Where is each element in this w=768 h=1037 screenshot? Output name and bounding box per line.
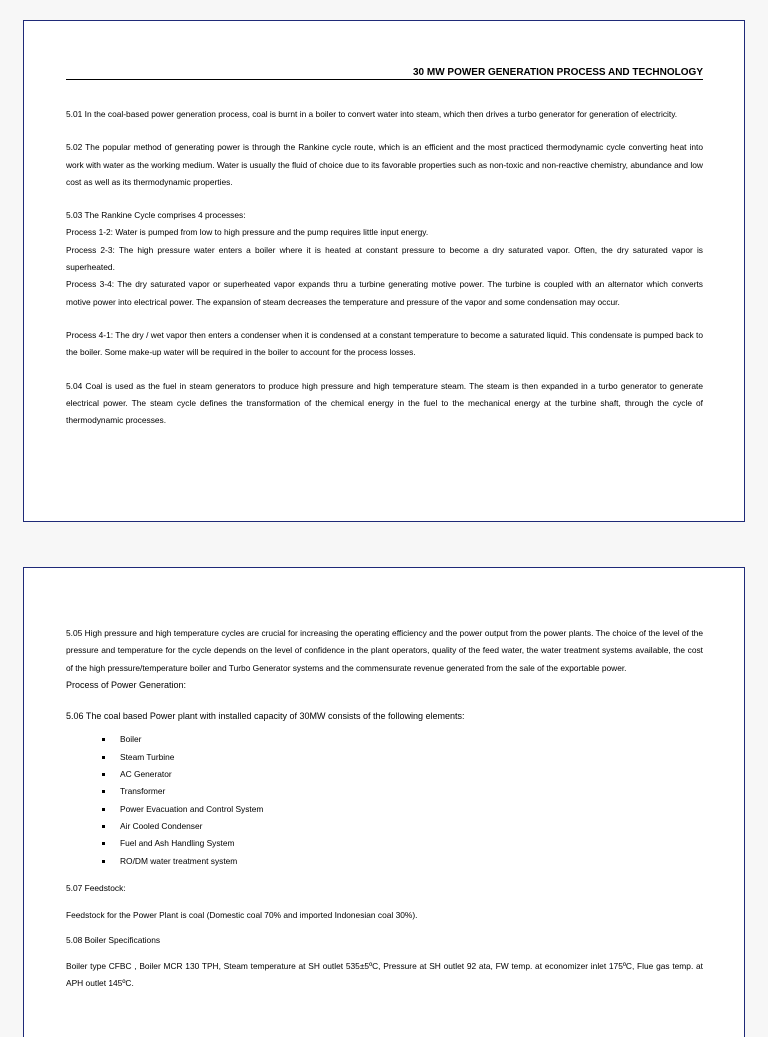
paragraph-5-05: 5.05 High pressure and high temperature cycles are crucial for increasing the operating efficiency and the power output from the power plants. The choice of the level of the pressure and temperature for the cycle depends on the level of confidence in the plant operators, quality of the feed water, the water treatment systems available, the cost of the high pressure/temperature boiler and Turbo Generator systems and the commensurate revenue generated from the sale of the exportable power. xyxy=(66,628,703,673)
paragraph-5-06: 5.06 The coal based Power plant with installed capacity of 30MW consists of the following elements: xyxy=(66,711,465,722)
process-3-4: Process 3-4: The dry saturated vapor or superheated vapor expands thru a turbine generating motive power. The turbine is coupled with an alternator which converts motive power into electrical power. The expansion of steam decreases the temperature and pressure of the vapor and some condensation may occur. xyxy=(66,279,703,307)
list-item: Air Cooled Condenser xyxy=(102,818,703,835)
process-2-3: Process 2-3: The high pressure water enters a boiler where it is heated at constant pressure to become a dry saturated vapor. Often, the dry saturated vapor is superheated. xyxy=(66,244,703,273)
page-2-content xyxy=(66,625,703,1008)
paragraph-5-07-heading: 5.07 Feedstock: xyxy=(66,882,126,893)
list-item: Transformer xyxy=(102,783,703,800)
process-4-1: Process 4-1: The dry / wet vapor then enters a condenser when it is condensed at a constant temperature to become a saturated liquid. This condensate is pumped back to the boiler. Some make-up water will be required in the boiler to account for the process losses. xyxy=(66,329,703,358)
document-page-1 xyxy=(23,20,745,522)
list-item: RO/DM water treatment system xyxy=(102,853,703,870)
paragraph-5-03-intro: 5.03 The Rankine Cycle comprises 4 processes: xyxy=(66,210,246,221)
paragraph-5-01: 5.01 In the coal-based power generation process, coal is burnt in a boiler to convert water into steam, which then drives a turbo generator for generation of electricity. xyxy=(66,109,678,119)
process-of-power-generation-heading: Process of Power Generation: xyxy=(66,679,187,690)
list-item: Fuel and Ash Handling System xyxy=(102,835,703,852)
page-1-content xyxy=(66,106,703,445)
paragraph-5-08-heading: 5.08 Boiler Specifications xyxy=(66,935,161,946)
list-item: Power Evacuation and Control System xyxy=(102,801,703,818)
document-page-2 xyxy=(23,567,745,1037)
page-header-title: 30 MW POWER GENERATION PROCESS AND TECHNOLOGY xyxy=(66,67,703,80)
paragraph-5-08-text: Boiler type CFBC , Boiler MCR 130 TPH, Steam temperature at SH outlet 535±5ºC, Pressure at SH outlet 92 ata, FW temp. at economizer inlet 175ºC, Flue gas temp. at APH outlet 145ºC. xyxy=(66,960,703,989)
elements-list xyxy=(66,731,703,869)
paragraph-5-07-text: Feedstock for the Power Plant is coal (Domestic coal 70% and imported Indonesian coal 30%). xyxy=(66,910,418,921)
list-item: AC Generator xyxy=(102,766,703,783)
list-item: Steam Turbine xyxy=(102,749,703,766)
list-item: Boiler xyxy=(102,731,703,748)
paragraph-5-04: 5.04 Coal is used as the fuel in steam generators to produce high pressure and high temperature steam. The steam is then expanded in a turbo generator to generate electrical power. The steam cycle defines the transformation of the chemical energy in the fuel to the mechanical energy at the turbine shaft, through the cycle of thermodynamic processes. xyxy=(66,380,703,426)
process-1-2: Process 1-2: Water is pumped from low to high pressure and the pump requires little input energy. xyxy=(66,227,429,238)
paragraph-5-02: 5.02 The popular method of generating power is through the Rankine cycle route, which is an efficient and the most practiced thermodynamic cycle converting heat into work with water as the working medium. Water is usually the fluid of choice due to its favorable properties such as non-toxic and non-reactive chemistry, abundance and low cost as well as its thermodynamic properties. xyxy=(66,142,703,187)
